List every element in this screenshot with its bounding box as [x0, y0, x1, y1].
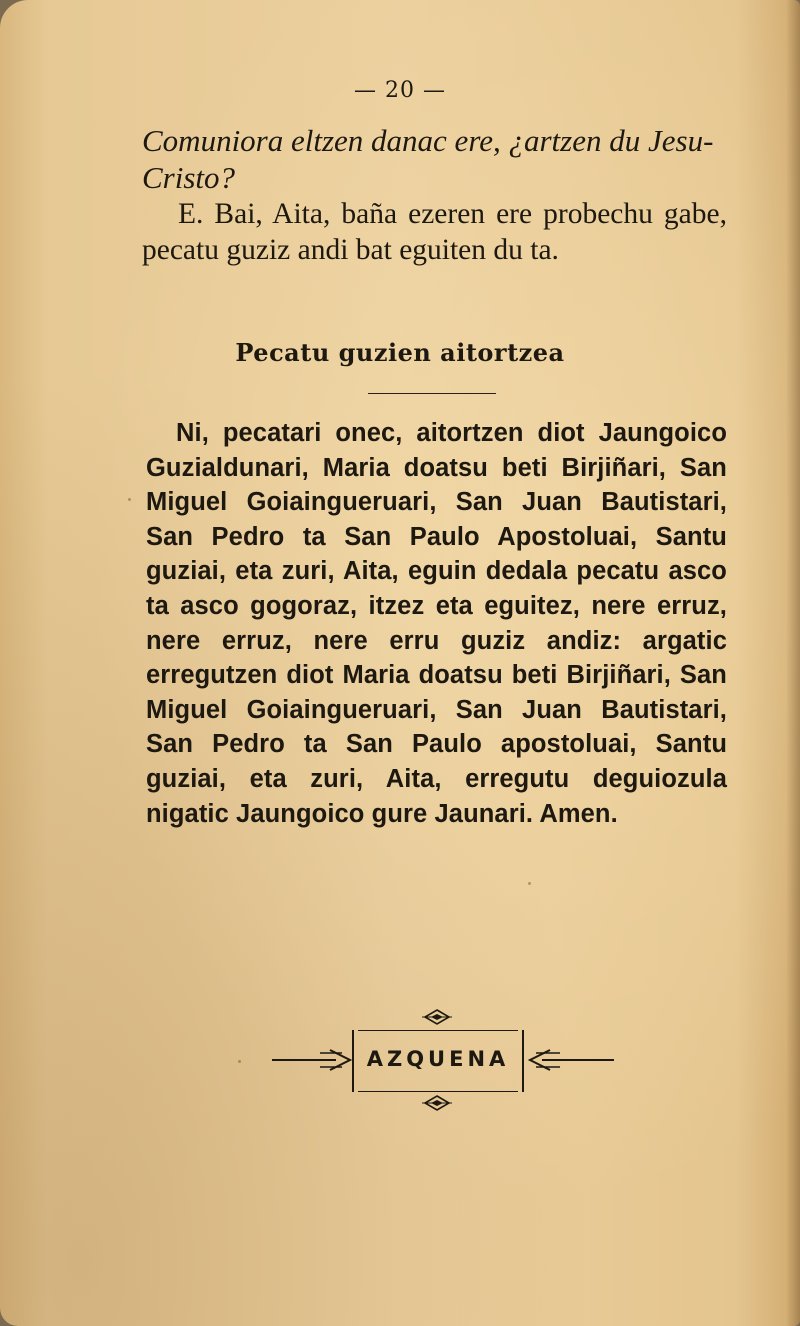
paper-speck: [238, 1060, 241, 1063]
paper-speck: [128, 498, 131, 501]
end-label: AZQUENA: [366, 1047, 510, 1071]
page-number: — 20 —: [354, 78, 446, 103]
diamond-ornament-icon: [422, 1095, 452, 1111]
end-label-box: [352, 1030, 524, 1092]
title-rule: [368, 393, 496, 394]
arrow-right-ornament-icon: [270, 1047, 352, 1073]
end-ornament: [0, 1005, 800, 1115]
arrow-left-ornament-icon: [526, 1047, 616, 1073]
prayer-text: Ni, pecatari onec, aitortzen diot Jaungoico Guzialdunari, Maria doatsu beti Birjiñari, San Miguel Goiaingueruari, San Juan Bautistari, San Pedro ta San Paulo Apostoluai, Santu guziai, eta zuri, Aita, eguin dedala pecatu asco ta asco gogoraz, itzez eta eguitez, nere erruz, nere erruz, nere erru guziz andiz: argatic erregutzen diot Maria doatsu beti Birjiñari, San Miguel Goiaingueruari, San Juan Bautistari, San Pedro ta San Paulo apostoluai, Santu guziai, eta zuri, Aita, erregutu deguiozula nigatic Jaungoico gure Jaunari. Amen.: [146, 419, 727, 828]
answer-text: E. Bai, Aita, baña ezeren ere probechu gabe, pecatu guziz andi bat eguiten du ta.: [142, 198, 727, 266]
paper-speck: [528, 882, 531, 885]
page-edge-shadow: [786, 0, 800, 1326]
question-text: Comuniora eltzen danac ere, ¿artzen du Jesu-Cristo?: [142, 123, 714, 195]
diamond-ornament-icon: [422, 1009, 452, 1025]
section-title: Pecatu guzien aitortzea: [235, 338, 565, 367]
